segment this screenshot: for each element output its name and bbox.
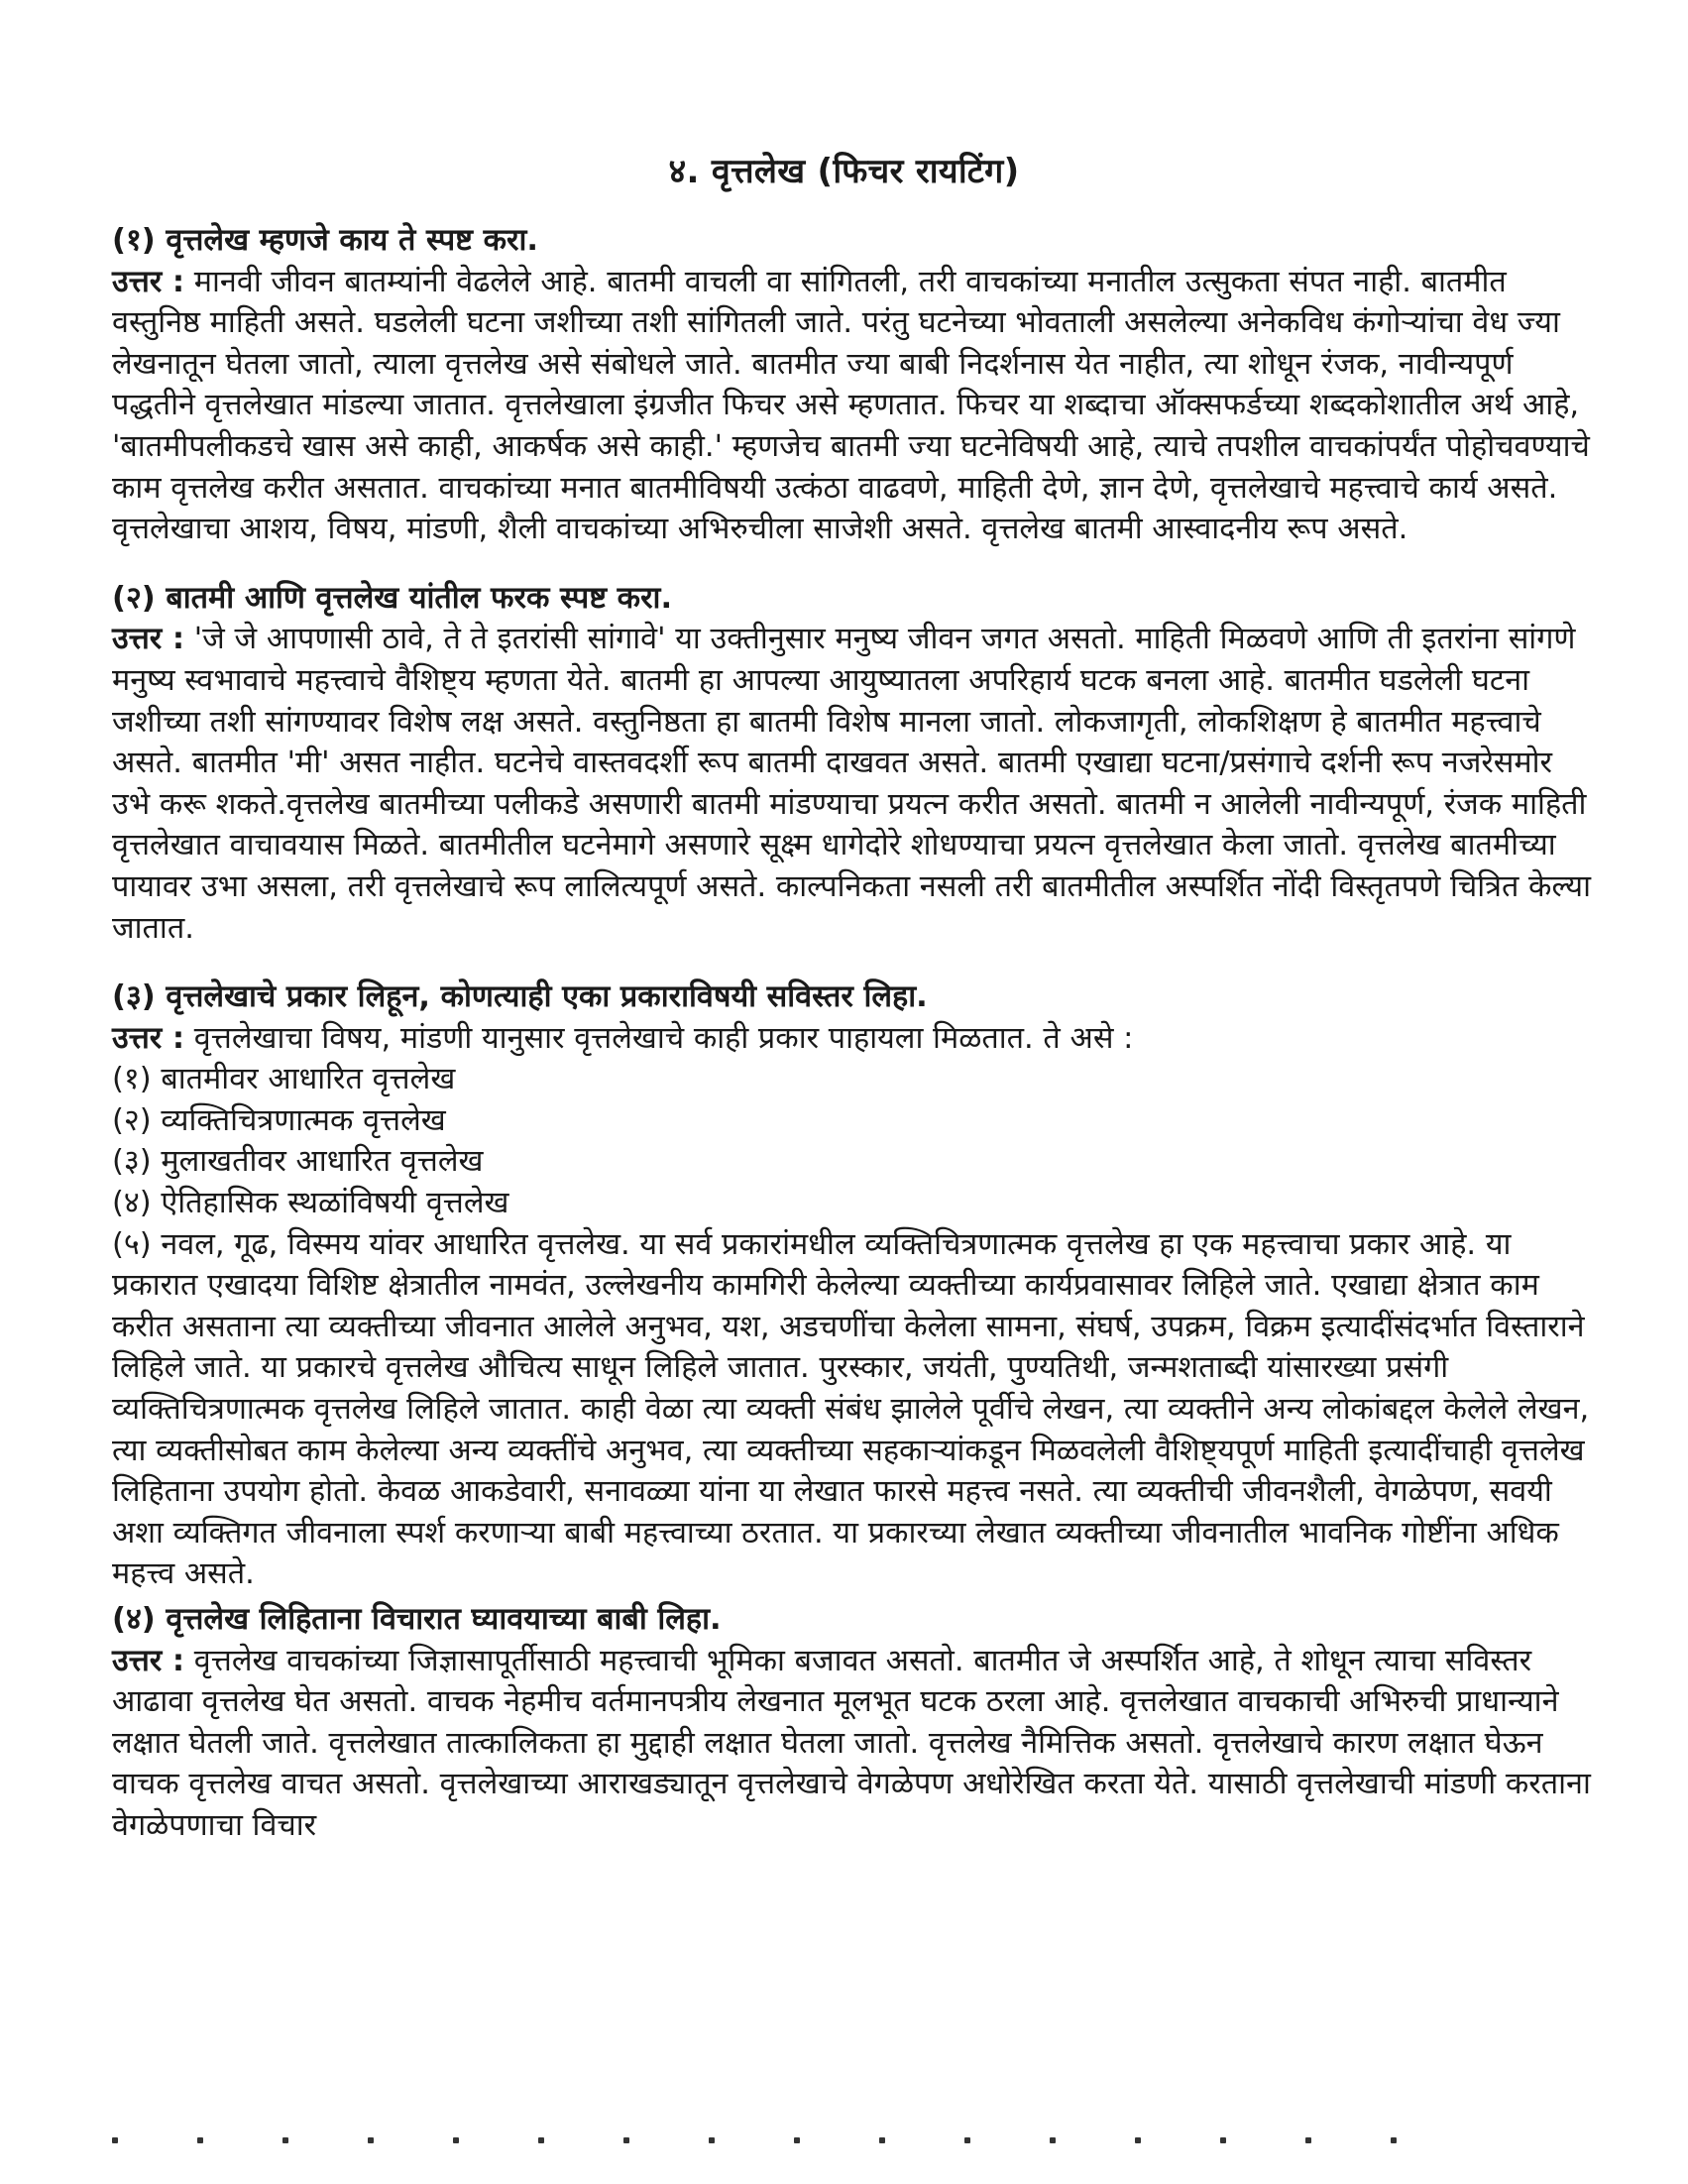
- page-title: ४. वृत्तलेख (फिचर रायटिंग): [668, 152, 1020, 191]
- question-heading: (२) बातमी आणि वृत्तलेख यांतील फरक स्पष्ट करा.: [112, 580, 673, 616]
- answer-text: वृत्तलेख वाचकांच्या जिज्ञासापूर्तीसाठी महत्त्वाची भूमिका बजावत असतो. बातमीत जे अस्पर्शित आहे, ते शोधून त्याचा सविस्तर आढावा वृत्तलेख घेत असतो. वाचक नेहमीच वर्तमानपत्रीय लेखनात मूलभूत घटक ठरला आहे. वृत्तलेखात वाचकाची अभिरुची प्राधान्याने लक्षात घेतली जाते. वृत्तलेखात तात्कालिकता हा मुद्दाही लक्षात घेतला जातो. वृत्तलेख नैमित्तिक असतो. वृत्तलेखाचे कारण लक्षात घेऊन वाचक वृत्तलेख वाचत असतो. वृत्तलेखाच्या आराखड्यातून वृत्तलेखाचे वेगळेपण अधोरेखित करता येते. यासाठी वृत्तलेखाची मांडणी करताना वेगळेपणाचा विचार: [112, 1643, 1591, 1843]
- cut-off-text-line: [112, 2137, 1599, 2153]
- answer-paragraph: [112, 1018, 1599, 1060]
- answer-text: मानवी जीवन बातम्यांनी वेढलेले आहे. बातमी वाचली वा सांगितली, तरी वाचकांच्या मनातील उत्सुकता संपत नाही. बातमीत वस्तुनिष्ठ माहिती असते. घडलेली घटना जशीच्या तशी सांगितली जाते. परंतु घटनेच्या भोवताली असलेल्या अनेकविध कंगोऱ्यांचा वेध ज्या लेखनातून घेतला जातो, त्याला वृत्तलेख असे संबोधले जाते. बातमीत ज्या बाबी निदर्शनास येत नाहीत, त्या शोधून रंजक, नावीन्यपूर्ण पद्धतीने वृत्तलेखात मांडल्या जातात. वृत्तलेखाला इंग्रजीत फिचर असे म्हणतात. फिचर या शब्दाचा ऑक्सफर्डच्या शब्दकोशातील अर्थ आहे, 'बातमीपलीकडचे खास असे काही, आकर्षक असे काही.' म्हणजेच बातमी ज्या घटनेविषयी आहे, त्याचे तपशील वाचकांपर्यंत पोहोचवण्याचे काम वृत्तलेख करीत असतात. वाचकांच्या मनात बातमीविषयी उत्कंठा वाढवणे, माहिती देणे, ज्ञान देणे, वृत्तलेखाचे महत्त्वाचे कार्य असते. वृत्तलेखाचा आशय, विषय, मांडणी, शैली वाचकांच्या अभिरुचीला साजेशी असते. वृत्तलेख बातमी आस्वादनीय रूप असते.: [112, 264, 1590, 547]
- section-4: [112, 1599, 1599, 1847]
- answer-label: उत्तर :: [112, 1643, 185, 1678]
- question-heading: (४) वृत्तलेख लिहिताना विचारात घ्यावयाच्या बाबी लिहा.: [112, 1602, 722, 1637]
- answer-paragraph: [112, 262, 1599, 550]
- document-body: [112, 220, 1599, 1847]
- answer-paragraph: [112, 619, 1599, 949]
- answer-text: 'जे जे आपणासी ठावे, ते ते इतरांसी सांगावे' या उक्तीनुसार मनुष्य जीवन जगत असतो. माहिती मिळवणे आणि ती इतरांना सांगणे मनुष्य स्वभावाचे महत्त्वाचे वैशिष्ट्य म्हणता येते. बातमी हा आपल्या आयुष्यातला अपरिहार्य घटक बनला आहे. बातमीत घडलेली घटना जशीच्या तशी सांगण्यावर विशेष लक्ष असते. वस्तुनिष्ठता हा बातमी विशेष मानला जातो. लोकजागृती, लोकशिक्षण हे बातमीत महत्त्वाचे असते. बातमीत 'मी' असत नाहीत. घटनेचे वास्तवदर्शी रूप बातमी दाखवत असते. बातमी एखाद्या घटना/प्रसंगाचे दर्शनी रूप नजरेसमोर उभे करू शकते.वृत्तलेख बातमीच्या पलीकडे असणारी बातमी मांडण्याचा प्रयत्न करीत असतो. बातमी न आलेली नावीन्यपूर्ण, रंजक माहिती वृत्तलेखात वाचावयास मिळते. बातमीतील घटनेमागे असणारे सूक्ष्म धागेदोरे शोधण्याचा प्रयत्न वृत्तलेखात केला जातो. वृत्तलेख बातमीच्या पायावर उभा असला, तरी वृत्तलेखाचे रूप लालित्यपूर्ण असते. काल्पनिकता नसली तरी बातमीतील अस्पर्शित नोंदी विस्तृतपणे चित्रित केल्या जातात.: [112, 622, 1591, 946]
- answer-label: उत्तर :: [112, 264, 185, 299]
- answer-label: उत्तर :: [112, 1020, 185, 1056]
- list-item: (२) व्यक्तिचित्रणात्मक वृत्तलेख: [112, 1102, 446, 1138]
- section-1: [112, 220, 1599, 550]
- answer-label: उत्तर :: [112, 622, 185, 657]
- question-heading: (३) वृत्तलेखाचे प्रकार लिहून, कोणत्याही एका प्रकाराविषयी सविस्तर लिहा.: [112, 979, 928, 1015]
- list-item: (१) बातमीवर आधारित वृत्तलेख: [112, 1062, 456, 1097]
- answer-paragraph: [112, 1641, 1599, 1847]
- question-heading: (१) वृत्तलेख म्हणजे काय ते स्पष्ट करा.: [112, 223, 538, 258]
- answer-text: वृत्तलेखाचा विषय, मांडणी यानुसार वृत्तलेखाचे काही प्रकार पाहायला मिळतात. ते असे :: [193, 1020, 1134, 1056]
- list-item: (३) मुलाखतीवर आधारित वृत्तलेख: [112, 1144, 484, 1180]
- section-2: [112, 578, 1599, 949]
- section-3: [112, 977, 1599, 1595]
- list-item: (४) ऐतिहासिक स्थळांविषयी वृत्तलेख: [112, 1186, 509, 1221]
- list-item-detail: (५) नवल, गूढ, विस्मय यांवर आधारित वृत्तलेख. या सर्व प्रकारांमधील व्यक्तिचित्रणात्मक वृत्तलेख हा एक महत्त्वाचा प्रकार आहे. या प्रकारात एखादया विशिष्ट क्षेत्रातील नामवंत, उल्लेखनीय कामगिरी केलेल्या व्यक्तीच्या कार्यप्रवासावर लिहिले जाते. एखाद्या क्षेत्रात काम करीत असताना त्या व्यक्तीच्या जीवनात आलेले अनुभव, यश, अडचणींचा केलेला सामना, संघर्ष, उपक्रम, विक्रम इत्यादींसंदर्भात विस्ताराने लिहिले जाते. या प्रकारचे वृत्तलेख औचित्य साधून लिहिले जातात. पुरस्कार, जयंती, पुण्यतिथी, जन्मशताब्दी यांसारख्या प्रसंगी व्यक्तिचित्रणात्मक वृत्तलेख लिहिले जातात. काही वेळा त्या व्यक्ती संबंध झालेले पूर्वीचे लेखन, त्या व्यक्तीने अन्य लोकांबद्दल केलेले लेखन, त्या व्यक्तीसोबत काम केलेल्या अन्य व्यक्तींचे अनुभव, त्या व्यक्तीच्या सहकाऱ्यांकडून मिळवलेली वैशिष्ट्यपूर्ण माहिती इत्यादींचाही वृत्तलेख लिहिताना उपयोग होतो. केवळ आकडेवारी, सनावळ्या यांना या लेखात फारसे महत्त्व नसते. त्या व्यक्तीची जीवनशैली, वेगळेपण, सवयी अशा व्यक्तिगत जीवनाला स्पर्श करणाऱ्या बाबी महत्त्वाच्या ठरतात. या प्रकारच्या लेखात व्यक्तीच्या जीवनातील भावनिक गोष्टींना अधिक महत्त्व असते.: [112, 1226, 1590, 1592]
